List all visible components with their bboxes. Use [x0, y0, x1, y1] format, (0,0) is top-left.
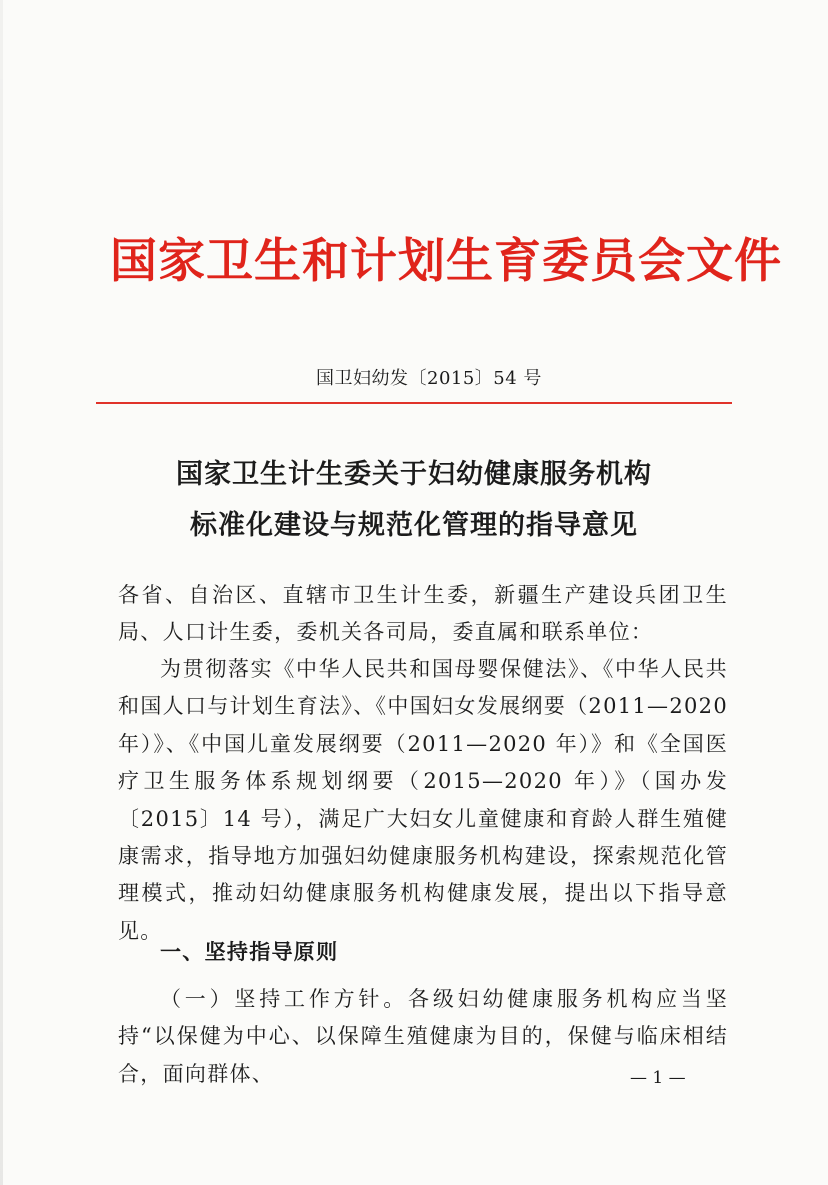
document-title-line-1: 国家卫生计生委关于妇幼健康服务机构 [176, 459, 652, 490]
body-paragraph-1: 为贯彻落实《中华人民共和国母婴保健法》、《中华人民共和国人口与计划生育法》、《中国妇女发展纲要（2011—2020 年）》、《中国儿童发展纲要（2011—2020 年）》和《全国医疗卫生服务体系规划纲要（2015—2020 年）》（国办发〔2015〕14 号），满足广大妇女儿童健康和育龄人群生殖健康需求，指导地方加强妇幼健康服务机构建设，探索规范化管理模式，推动妇幼健康服务机构健康发展，提出以下指导意见。 [118, 657, 728, 943]
addressees: 各省、自治区、直辖市卫生计生委，新疆生产建设兵团卫生局、人口计生委，委机关各司局，委直属和联系单位： [118, 583, 728, 645]
section-heading-1: 一、坚持指导原则 [160, 940, 339, 964]
issuing-authority-header: 国家卫生和计划生育委员会文件 [110, 234, 782, 289]
scan-edge-left [0, 0, 3, 1185]
document-number: 国卫妇幼发〔2015〕54 号 [316, 368, 542, 389]
page-number: — 1 — [630, 1068, 686, 1088]
document-title-line-2: 标准化建设与规范化管理的指导意见 [190, 510, 638, 541]
red-separator-line [96, 402, 732, 404]
body-paragraph-2: （一）坚持工作方针。各级妇幼健康服务机构应当坚持“以保健为中心、以保障生殖健康为目的，保健与临床相结合，面向群体、 [118, 987, 728, 1086]
